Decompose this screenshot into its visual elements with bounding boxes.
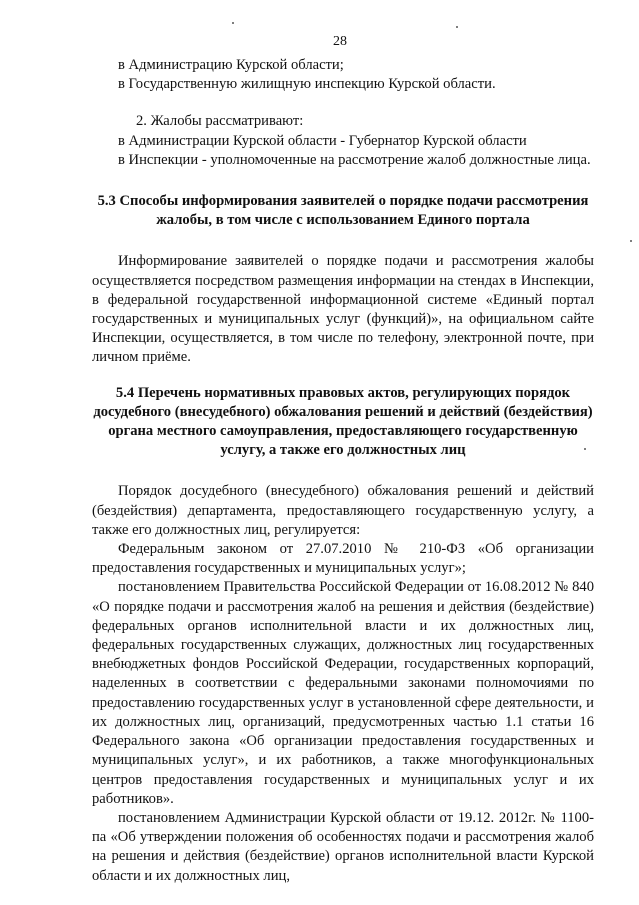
page-number: 28	[333, 34, 347, 49]
scan-speck	[232, 22, 234, 24]
section-5-3-body: Информирование заявителей о порядке подачи и рассмотрения жалобы осуществляется посредством размещения информации на стендах в Инспекции, в федеральной государственной информационной системе «Единый портал государственных и муниципальных услуг (функций)», на официальном сайте Инспекции, осуществляется, в том числе по телефону, электронной почте, при личном приёме.	[92, 253, 594, 366]
complaints-item: в Администрации Курской области - Губернатор Курской области	[118, 132, 527, 149]
complaints-item: в Инспекции - уполномоченные на рассмотрение жалоб должностные лица.	[118, 151, 591, 168]
section-5-3-title: 5.3 Способы информирования заявителей о порядке подачи рассмотрения жалобы, в том числе с использованием Единого портала	[97, 193, 589, 229]
list-item: в Государственную жилищную инспекцию Курской области.	[118, 76, 496, 93]
scan-speck	[584, 448, 586, 450]
page-content	[92, 56, 594, 886]
section-5-4-intro: Порядок досудебного (внесудебного) обжалования решений и действий (бездействия) департамента, предоставляющего государственную услугу, а также его должностных лиц, регулируется:	[92, 483, 594, 538]
law-item: постановлением Правительства Российской Федерации от 16.08.2012 № 840 «О порядке подачи и рассмотрения жалоб на решения и действия (бездействие) федеральных органов исполнительной власти и их должностных лиц, федеральных государственных служащих, должностных лиц государственных внебюджетных фондов Российской Федерации, государственных корпораций, наделенных в соответствии с федеральными законами полномочиями по предоставлению государственных услуг в установленной сфере деятельности, и их должностных лиц, организаций, предусмотренных частью 1.1 статьи 16 Федерального закона «Об организации предоставления государственных и муниципальных услуг», и их работников, а также многофункциональных центров предоставления государственных и муниципальных услуг и их работников».	[92, 579, 594, 807]
scan-speck	[630, 240, 632, 242]
section-5-4-title: 5.4 Перечень нормативных правовых актов, регулирующих порядок досудебного (внесудебного) обжалования решений и действий (бездействия) органа местного самоуправления, предоставляющего государственную услугу, а также его должностных лиц	[93, 384, 593, 459]
law-item: постановлением Администрации Курской области от 19.12. 2012г. № 1100-па «Об утверждении положения об особенностях подачи и рассмотрения жалоб на решения и действия (бездействие) органов исполнительной власти Курской области и их должностных лиц,	[92, 809, 594, 884]
complaints-heading: 2. Жалобы рассматривают:	[136, 113, 304, 130]
scan-speck	[456, 26, 458, 28]
law-item: Федеральным законом от 27.07.2010 № 210-ФЗ «Об организации предоставления государственных и муниципальных услуг»;	[92, 541, 594, 577]
list-item: в Администрацию Курской области;	[118, 57, 344, 73]
